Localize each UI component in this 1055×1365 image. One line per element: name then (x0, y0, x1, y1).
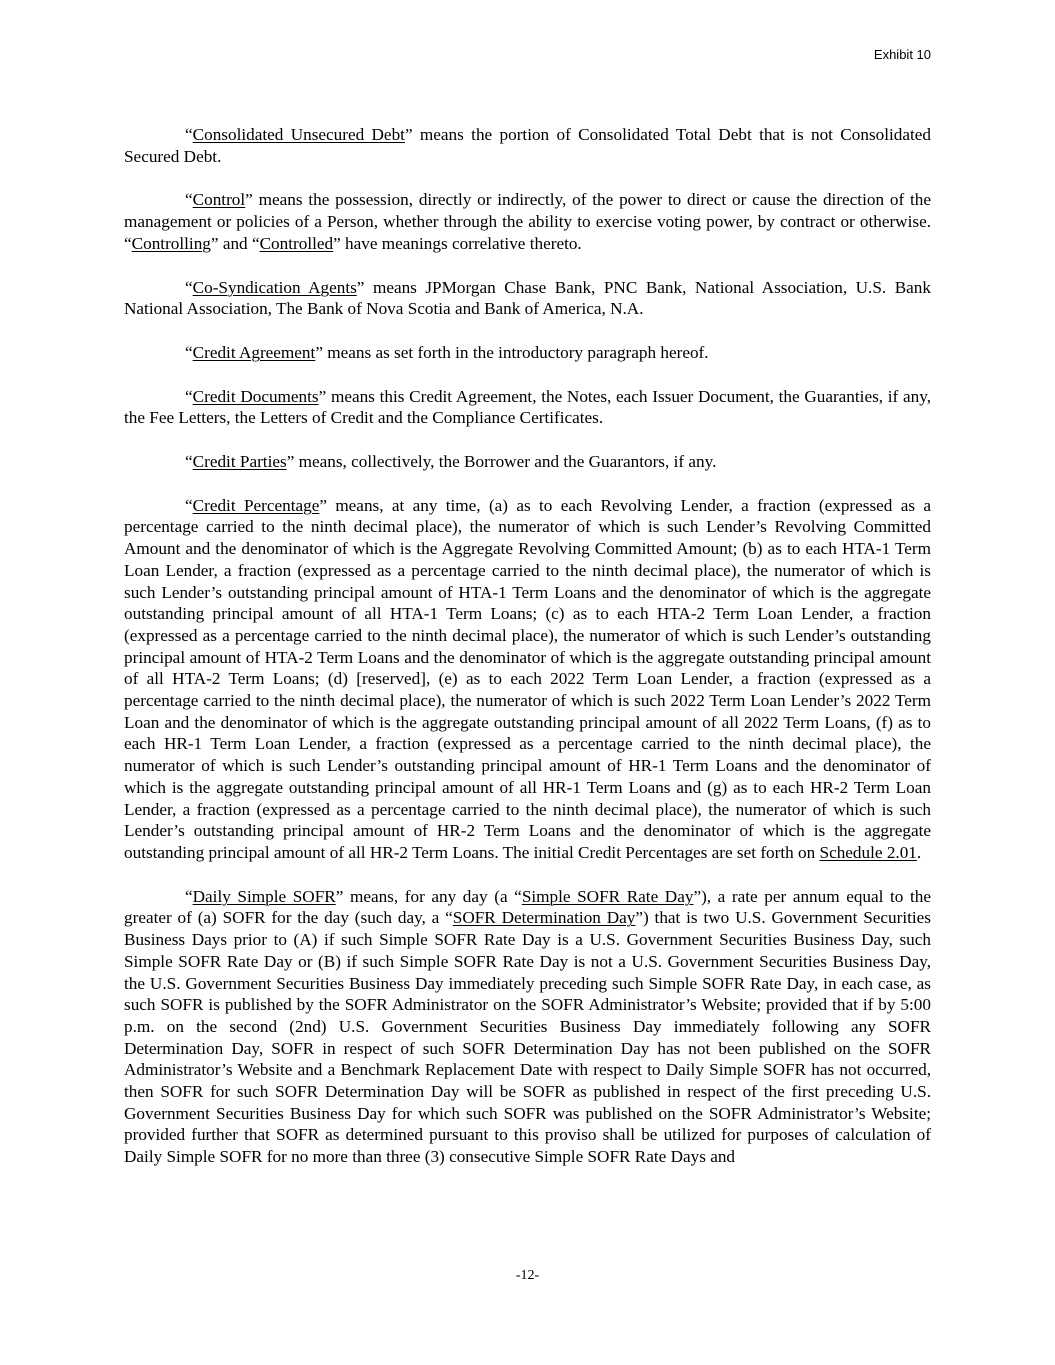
definition-consolidated-unsecured-debt (124, 124, 931, 167)
definition-text: ” and “ (210, 233, 260, 253)
schedule-reference: Schedule 2.01 (819, 842, 917, 862)
defined-term: Credit Agreement (192, 342, 316, 362)
definition-text: ”) that is two U.S. Government Securities Business Days prior to (A) if such Simple SOFR Rate Day is a U.S. Government Securities Business Day, such Simple SOFR Rate Day or (B) if such Simple SOFR Rate Day is not a U.S. Government Securities Business Day, the U.S. Government Securities Business Day immediately preceding such Simple SOFR Rate Day, in each case, as such SOFR is published by the SOFR Administrator on the SOFR Administrator’s Website; provided that if by 5:00 p.m. on the second (2nd) U.S. Government Securities Business Day immediately following any SOFR Determination Day, SOFR in respect of such SOFR Determination Day has not been published on the SOFR Administrator’s Website and a Benchmark Replacement Date with respect to Daily Simple SOFR has not occurred, then SOFR for such SOFR Determination Day will be SOFR as published in respect of the first preceding U.S. Government Securities Business Day for which such SOFR was published on the SOFR Administrator’s Website; provided further that SOFR as determined pursuant to this proviso shall be utilized for purposes of calculation of Daily Simple SOFR for no more than three (3) consecutive Simple SOFR Rate Days and (124, 908, 931, 1167)
definition-text: ” have meanings correlative thereto. (333, 233, 582, 253)
definition-credit-percentage (124, 495, 931, 864)
defined-term: Daily Simple SOFR (192, 886, 336, 906)
defined-term: Credit Percentage (192, 495, 320, 515)
defined-term: Consolidated Unsecured Debt (192, 125, 405, 144)
definition-text: ”), a rate per annum equal to the greater of (a) SOFR for the day (such day, a “ (124, 886, 931, 928)
open-quote: “ (185, 277, 193, 297)
open-quote: “ (185, 386, 193, 406)
definition-credit-agreement (124, 342, 931, 364)
definition-text: ” means, collectively, the Borrower and the Guarantors, if any. (286, 452, 717, 472)
page-number: -12- (515, 1268, 540, 1283)
definition-credit-parties (124, 451, 931, 473)
definition-text: . (916, 842, 922, 862)
defined-term: SOFR Determination Day (452, 908, 636, 928)
definition-text: ” means JPMorgan Chase Bank, PNC Bank, National Association, U.S. Bank National Association, The Bank of Nova Scotia and Bank of America, N.A. (124, 277, 931, 319)
definition-text: ” means this Credit Agreement, the Notes, each Issuer Document, the Guaranties, if any, the Fee Letters, the Letters of Credit and the Compliance Certificates. (124, 386, 931, 428)
open-quote: “ (185, 452, 193, 472)
defined-term: Credit Parties (192, 452, 287, 472)
open-quote: “ (185, 125, 193, 144)
definition-text: ” means, for any day (a “ (335, 886, 522, 906)
open-quote: “ (185, 495, 193, 515)
definition-daily-simple-sofr (124, 886, 931, 1168)
definition-co-syndication-agents (124, 277, 931, 320)
open-quote: “ (185, 190, 193, 210)
definition-text: ” means the possession, directly or indirectly, of the power to direct or cause the direction of the management or policies of a Person, whether through the ability to exercise voting power, by contract or otherwise. “ (124, 190, 931, 253)
definition-text: ” means, at any time, (a) as to each Revolving Lender, a fraction (expressed as a percentage carried to the ninth decimal place), the numerator of which is such Lender’s Revolving Committed Amount and the denominator of which is the Aggregate Revolving Committed Amount; (b) as to each HTA-1 Term Loan Lender, a fraction (expressed as a percentage carried to the ninth decimal place), the numerator of which is such Lender’s outstanding principal amount of HTA-1 Term Loans and the denominator of which is the aggregate outstanding principal amount of all HTA-1 Term Loans; (c) as to each HTA-2 Term Loan Lender, a fraction (expressed as a percentage carried to the ninth decimal place), the numerator of which is such Lender’s outstanding principal amount of HTA-2 Term Loans and the denominator of which is the aggregate outstanding principal amount of all HTA-2 Term Loans; (d) [reserved], (e) as to each 2022 Term Loan Lender, a fraction (expressed as a percentage carried to the ninth decimal place), the numerator of which is such 2022 Term Loan Lender’s 2022 Term Loan and the denominator of which is the aggregate outstanding principal amount of all 2022 Term Loans, (f) as to each HR-1 Term Loan Lender, a fraction (expressed as a percentage carried to the ninth decimal place), the numerator of which is such Lender’s outstanding principal amount of HR-1 Term Loans and the denominator of which is the aggregate outstanding principal amount of all HR-1 Term Loans and (g) as to each HR-2 Term Loan Lender, a fraction (expressed as a percentage carried to the ninth decimal place), the numerator of which is such Lender’s outstanding principal amount of HR-2 Term Loans and the denominator of which is the aggregate outstanding principal amount of all HR-2 Term Loans. The initial Credit Percentages are set forth on (124, 495, 931, 862)
defined-term: Simple SOFR Rate Day (521, 886, 694, 906)
defined-term: Controlling (131, 233, 211, 253)
open-quote: “ (185, 342, 193, 362)
defined-term: Control (192, 190, 246, 210)
definition-credit-documents (124, 386, 931, 429)
defined-term: Co-Syndication Agents (192, 277, 357, 297)
definition-text: ” means the portion of Consolidated Total Debt that is not Consolidated Secured Debt. (124, 125, 931, 166)
exhibit-label: Exhibit 10 (873, 47, 931, 62)
document-body (124, 124, 931, 1190)
definition-text: ” means as set forth in the introductory paragraph hereof. (315, 342, 709, 362)
open-quote: “ (185, 886, 193, 906)
defined-term: Controlled (259, 233, 334, 253)
defined-term: Credit Documents (192, 386, 319, 406)
definition-control (124, 189, 931, 254)
